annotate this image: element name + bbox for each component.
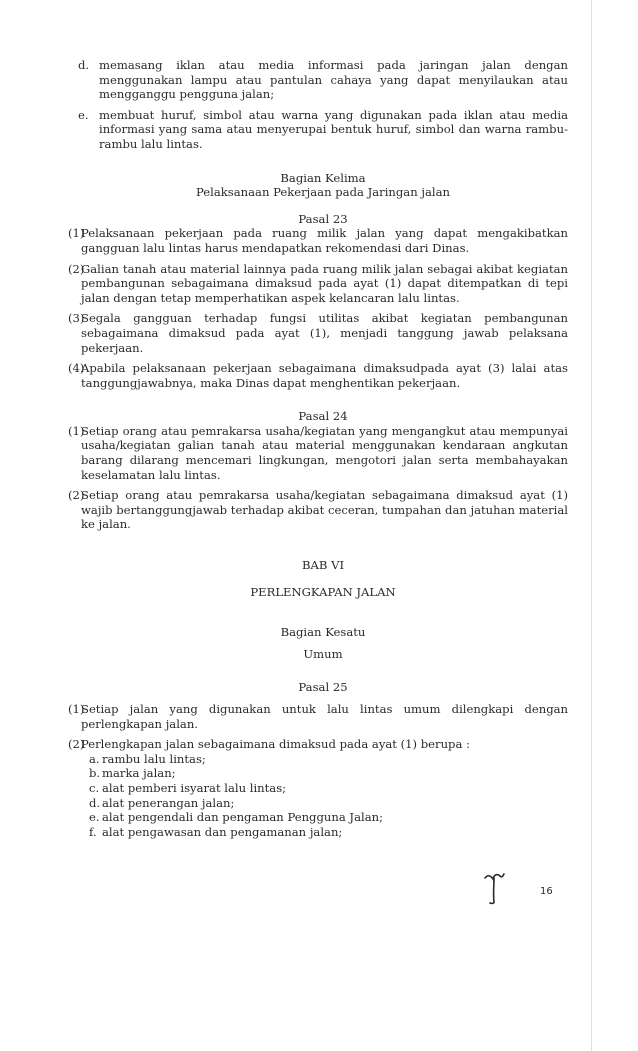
- handwritten-initial-icon: [482, 870, 506, 906]
- article-heading: Pasal 23: [298, 211, 348, 226]
- clause-marker: (4): [68, 361, 85, 376]
- clause-text: Perlengkapan jalan sebagaimana dimaksud pada ayat (1) berupa :: [81, 737, 470, 752]
- sub-text: alat penerangan jalan;: [102, 795, 235, 810]
- sub-item: [89, 825, 568, 840]
- section-subheading: Umum: [303, 646, 343, 661]
- clause-marker: (2): [68, 737, 85, 752]
- sub-item: [89, 810, 568, 825]
- clause-text: Setiap jalan yang digunakan untuk lalu lintas umum dilengkapi dengan perlengkapan jalan.: [81, 702, 568, 731]
- sub-text: marka jalan;: [102, 766, 176, 781]
- list-text: membuat huruf, simbol atau warna yang digunakan pada iklan atau media informasi yang sama atau menyerupai bentuk huruf, simbol dan warna rambu-rambu lalu lintas.: [99, 107, 568, 151]
- clause-item: [68, 702, 568, 731]
- section-heading: Bagian Kelima: [280, 170, 366, 185]
- section-heading: Bagian Kesatu: [280, 625, 366, 640]
- clause-text: Segala gangguan terhadap fungsi utilitas akibat kegiatan pembangunan sebagaimana dimaksud pada ayat (1), menjadi tanggung jawab pelaksana pekerjaan.: [81, 311, 568, 355]
- article-23-list: [68, 226, 568, 390]
- sub-marker: a.: [89, 751, 100, 766]
- list-continuation: [78, 58, 568, 152]
- sub-item: [89, 781, 568, 796]
- clause-marker: (1): [68, 702, 85, 716]
- sub-marker: e.: [89, 810, 100, 825]
- chapter-subheading: PERLENGKAPAN JALAN: [250, 584, 396, 599]
- list-marker: d.: [78, 58, 90, 72]
- list-marker: e.: [78, 107, 89, 122]
- clause-marker: (1): [68, 226, 85, 241]
- clause-marker: (2): [68, 261, 85, 276]
- list-item-d: [78, 58, 568, 102]
- page-edge-line: [591, 0, 592, 1051]
- sub-item: [89, 752, 568, 767]
- clause-text: Galian tanah atau material lainnya pada ruang milik jalan sebagai akibat kegiatan pembangunan sebagaimana dimaksud pada ayat (1) dapat ditempatkan di tepi jalan dengan tetap memperhatikan aspek kelancaran lalu lintas.: [81, 261, 568, 305]
- document-body: [68, 58, 568, 839]
- sub-text: alat pengendali dan pengaman Pengguna Jalan;: [102, 810, 383, 825]
- sub-text: alat pengawasan dan pengamanan jalan;: [102, 824, 343, 839]
- article-24-list: [68, 424, 568, 532]
- section-subheading: Pelaksanaan Pekerjaan pada Jaringan jalan: [196, 185, 450, 200]
- clause-text: Pelaksanaan pekerjaan pada ruang milik jalan yang dapat mengakibatkan gangguan lalu lintas harus mendapatkan rekomendasi dari Dinas.: [81, 226, 568, 255]
- clause-text: Setiap orang atau pemrakarsa usaha/kegiatan yang mengangkut atau mempunyai usaha/kegiatan galian tanah atau material menggunakan kendaraan angkutan barang dilarang mencemari lingkungan, mengotori jalan serta membahayakan keselamatan lalu lintas.: [81, 423, 568, 482]
- clause-marker: (1): [68, 423, 85, 438]
- clause-text: Apabila pelaksanaan pekerjaan sebagaimana dimaksudpada ayat (3) lalai atas tanggungjawabnya, maka Dinas dapat menghentikan pekerjaan.: [81, 361, 568, 390]
- clause-item: [68, 737, 568, 839]
- page-number: 16: [540, 886, 553, 897]
- sub-marker: f.: [89, 824, 97, 839]
- sub-text: alat pemberi isyarat lalu lintas;: [102, 780, 287, 795]
- list-item-e: [78, 108, 568, 152]
- article-25-list: [68, 702, 568, 839]
- clause-item: [68, 361, 568, 390]
- clause-item: [68, 488, 568, 532]
- clause-item: [68, 226, 568, 255]
- clause-item: [68, 311, 568, 355]
- list-text: memasang iklan atau media informasi pada jaringan jalan dengan menggunakan lampu atau pantulan cahaya yang dapat menyilaukan atau mengganggu pengguna jalan;: [99, 58, 568, 102]
- sub-item: [89, 796, 568, 811]
- chapter-heading: BAB VI: [301, 558, 345, 573]
- sub-item: [89, 766, 568, 781]
- sub-marker: c.: [89, 780, 100, 795]
- sub-list: [89, 752, 568, 840]
- sub-marker: d.: [89, 795, 101, 810]
- clause-text: Setiap orang atau pemrakarsa usaha/kegiatan sebagaimana dimaksud ayat (1) wajib bertanggungjawab terhadap akibat ceceran, tumpahan dan jatuhan material ke jalan.: [81, 488, 568, 532]
- sub-text: rambu lalu lintas;: [102, 751, 206, 766]
- clause-item: [68, 262, 568, 306]
- clause-marker: (3): [68, 311, 85, 326]
- clause-marker: (2): [68, 488, 85, 503]
- clause-item: [68, 424, 568, 482]
- sub-marker: b.: [89, 766, 101, 781]
- article-heading: Pasal 25: [298, 680, 348, 695]
- article-heading: Pasal 24: [298, 409, 348, 424]
